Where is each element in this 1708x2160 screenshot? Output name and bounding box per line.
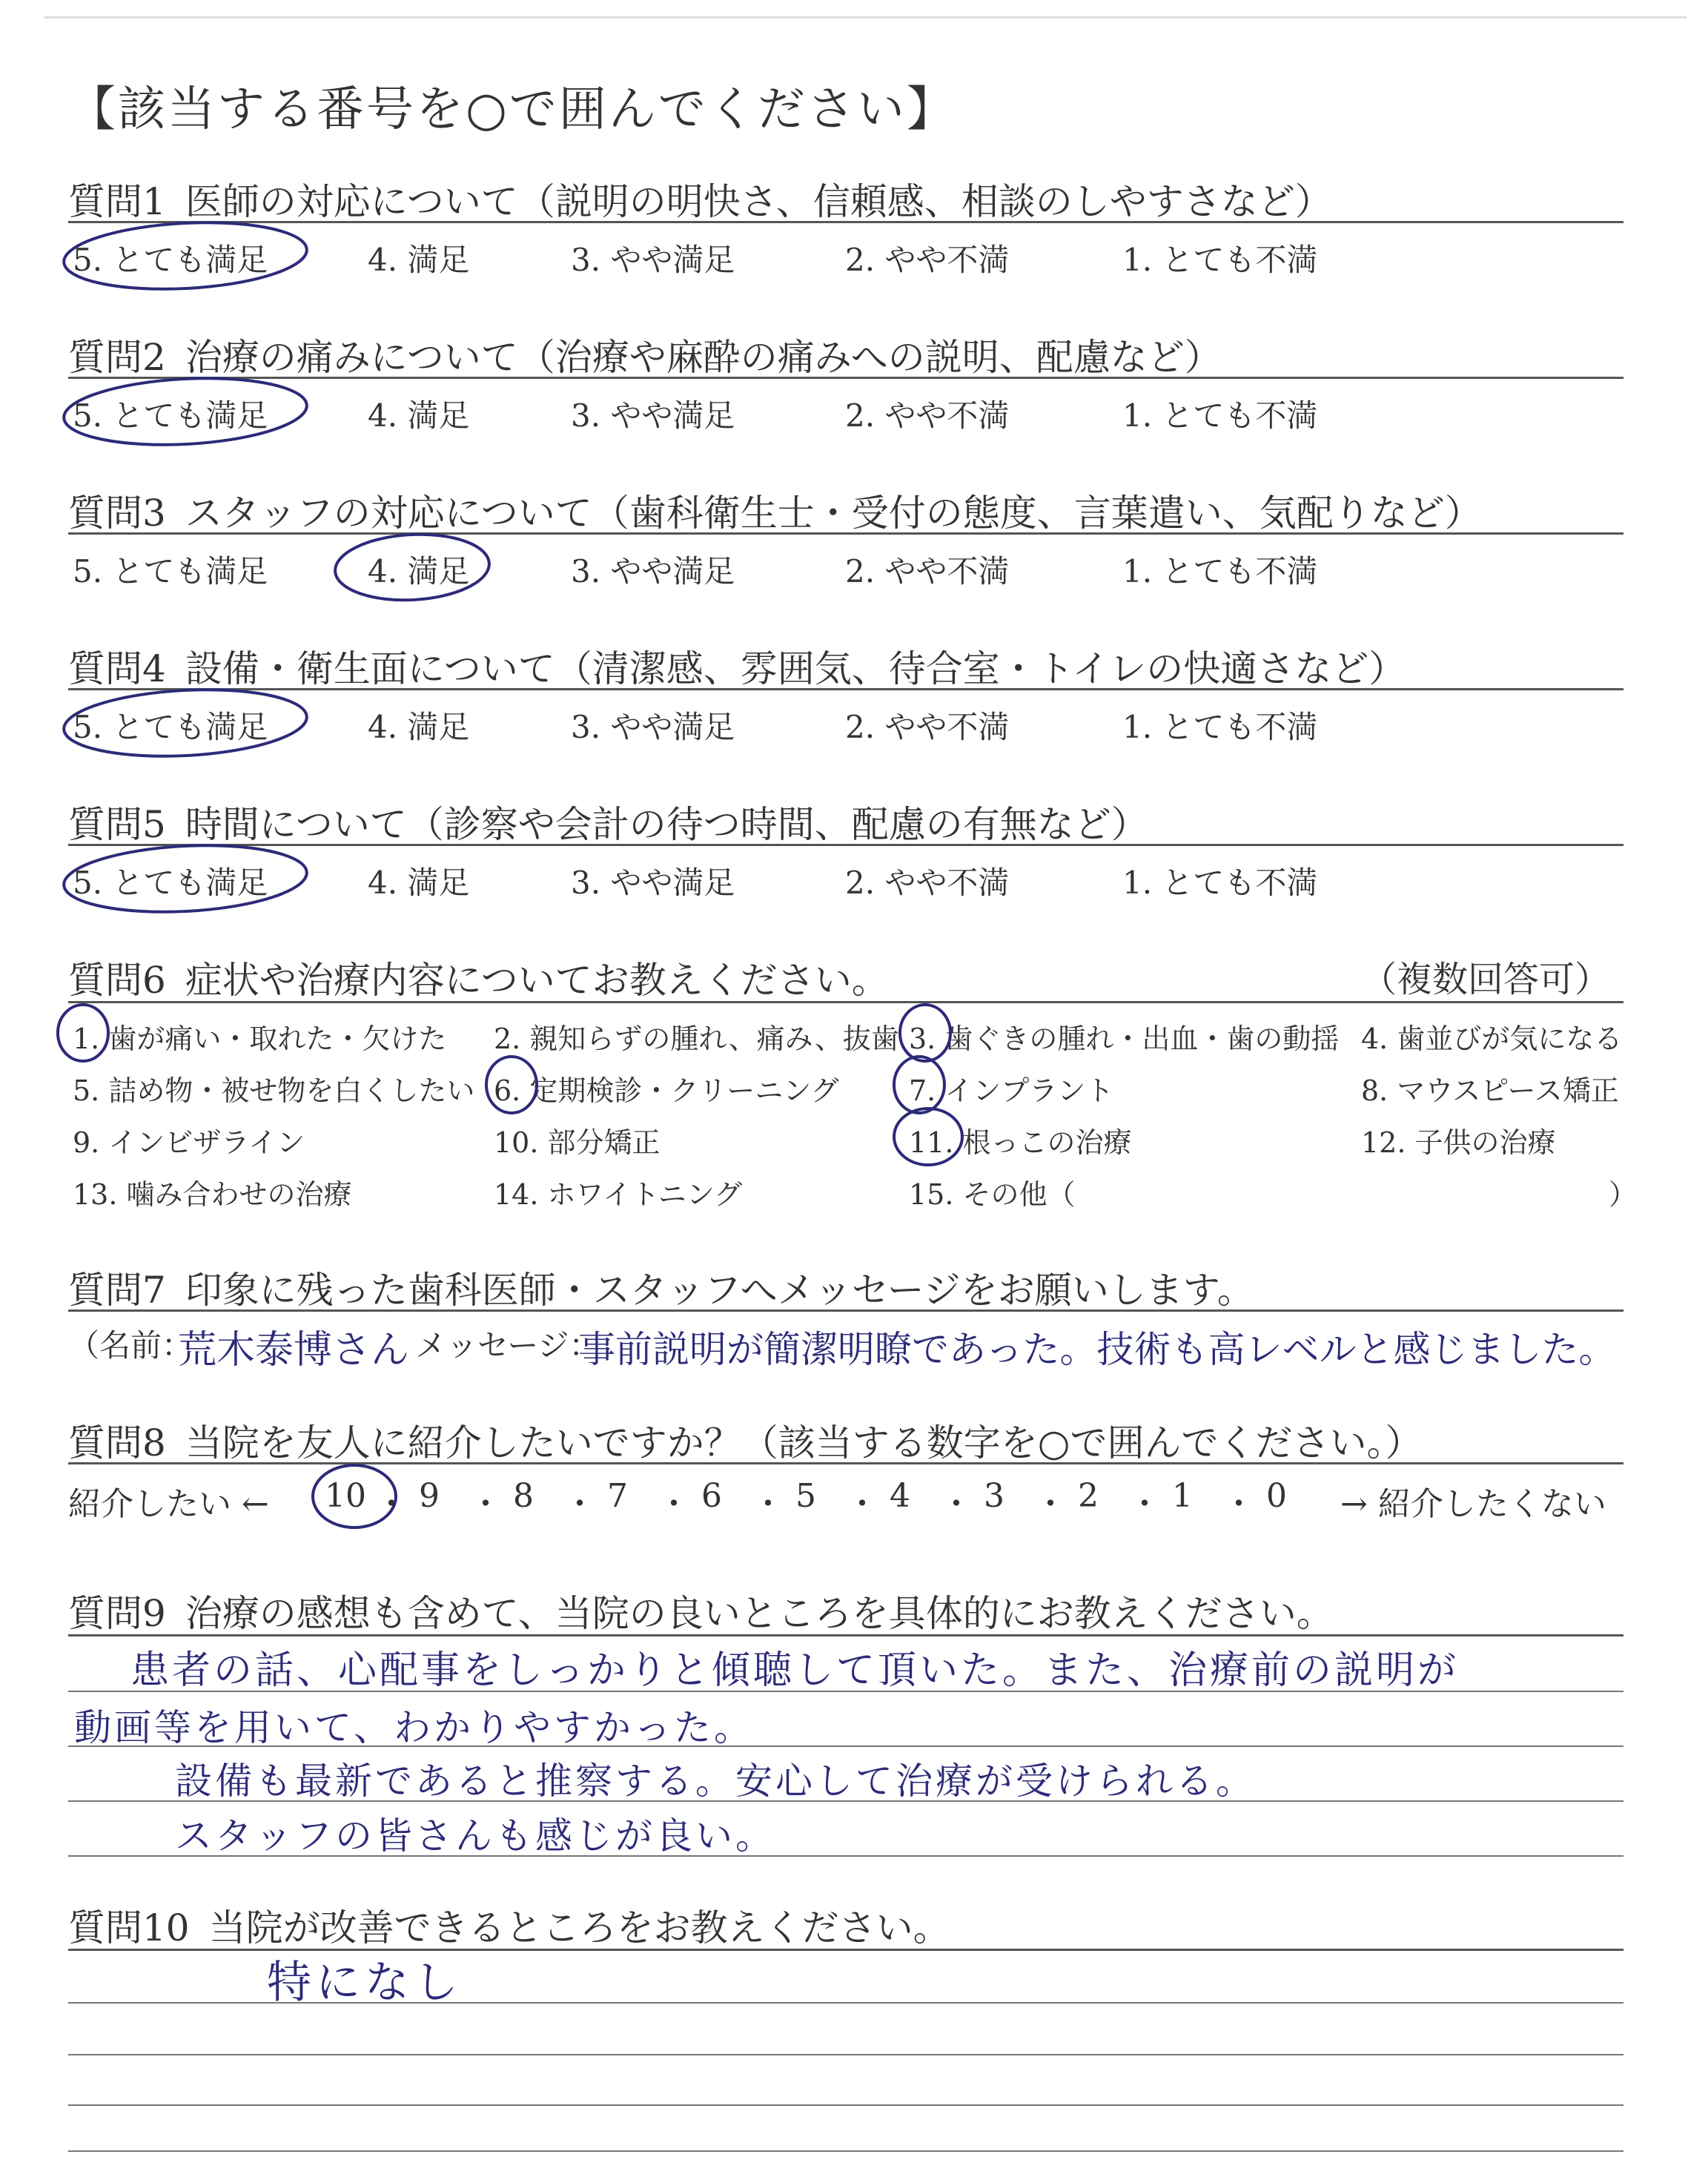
scale-separator: ・ xyxy=(658,1485,690,1523)
question-title: 質問6 症状や治療内容についてお教えください。 xyxy=(68,959,889,1002)
option-5[interactable]: 5. とても満足 xyxy=(73,865,268,901)
symptom-option-6[interactable]: 6. 定期検診・クリーニング xyxy=(494,1074,839,1107)
symptom-option-1[interactable]: 1. 歯が痛い・取れた・欠けた xyxy=(73,1023,447,1055)
question-title: 質問3 スタッフの対応について（歯科衛生士・受付の態度、言葉遣い、気配りなど） xyxy=(68,492,1482,535)
scale-value-5[interactable]: 5 xyxy=(795,1477,816,1515)
option-1[interactable]: 1. とても不満 xyxy=(1122,709,1318,745)
option-4[interactable]: 4. 満足 xyxy=(368,397,470,434)
scale-separator: ・ xyxy=(846,1485,878,1523)
option-4[interactable]: 4. 満足 xyxy=(368,242,470,278)
message-label: メッセージ： xyxy=(415,1327,600,1364)
divider xyxy=(68,377,1623,379)
divider xyxy=(68,688,1623,690)
option-2[interactable]: 2. やや不満 xyxy=(845,709,1010,745)
scale-value-7[interactable]: 7 xyxy=(607,1477,628,1515)
divider xyxy=(68,1634,1623,1636)
option-1[interactable]: 1. とても不満 xyxy=(1122,397,1318,434)
option-4[interactable]: 4. 満足 xyxy=(368,709,470,745)
option-5[interactable]: 5. とても満足 xyxy=(73,242,268,278)
option-2[interactable]: 2. やや不満 xyxy=(845,397,1010,434)
symptom-option-11[interactable]: 11. 根っこの治療 xyxy=(909,1126,1132,1159)
scale-value-9[interactable]: 9 xyxy=(419,1477,440,1515)
scale-separator: ・ xyxy=(752,1485,784,1523)
handwritten-message: 事前説明が簡潔明瞭であった。技術も高レベルと感じました。 xyxy=(578,1328,1616,1371)
symptom-option-14[interactable]: 14. ホワイトニング xyxy=(494,1178,743,1211)
option-1[interactable]: 1. とても不満 xyxy=(1122,865,1318,901)
question-title: 質問10 当院が改善できるところをお教えください。 xyxy=(68,1906,950,1949)
question-title: 質問9 治療の感想も含めて、当院の良いところを具体的にお教えください。 xyxy=(68,1592,1334,1635)
question-title: 質問7 印象に残った歯科医師・スタッフへメッセージをお願いします。 xyxy=(68,1269,1254,1312)
top-border xyxy=(44,16,1687,19)
symptom-option-5[interactable]: 5. 詰め物・被せ物を白くしたい xyxy=(73,1074,475,1107)
recommend-right-label: → 紹介したくない xyxy=(1340,1485,1606,1523)
symptom-option-4[interactable]: 4. 歯並びが気になる xyxy=(1361,1023,1623,1055)
option-2[interactable]: 2. やや不満 xyxy=(845,865,1010,901)
other-close-paren: ） xyxy=(1609,1178,1638,1211)
symptom-option-8[interactable]: 8. マウスピース矯正 xyxy=(1361,1074,1619,1107)
name-label: （名前： xyxy=(68,1327,193,1364)
symptom-option-13[interactable]: 13. 噛み合わせの治療 xyxy=(73,1178,352,1211)
option-3[interactable]: 3. やや満足 xyxy=(571,242,735,278)
answer-line xyxy=(68,2054,1623,2055)
option-3[interactable]: 3. やや満足 xyxy=(571,865,735,901)
handwritten-answer-line-3: 設備も最新であると推察する。安心して治療が受けられる。 xyxy=(175,1760,1256,1803)
option-2[interactable]: 2. やや不満 xyxy=(845,553,1010,589)
question-title: 質問4 設備・衛生面について（清潔感、雰囲気、待合室・トイレの快適さなど） xyxy=(68,647,1406,690)
scale-value-1[interactable]: 1 xyxy=(1172,1477,1193,1515)
scale-value-4[interactable]: 4 xyxy=(890,1477,910,1515)
symptom-option-2[interactable]: 2. 親知らずの腫れ、痛み、抜歯 xyxy=(494,1023,899,1055)
scale-value-8[interactable]: 8 xyxy=(513,1477,534,1515)
divider xyxy=(68,221,1623,223)
handwritten-name: 荒木泰博さん xyxy=(178,1328,410,1373)
divider xyxy=(68,1001,1623,1003)
scale-separator: ・ xyxy=(563,1485,596,1523)
divider xyxy=(68,844,1623,846)
answer-line xyxy=(68,2150,1623,2152)
answer-line xyxy=(68,2104,1623,2106)
handwritten-answer-line-2: 動画等を用いて、わかりやすかった。 xyxy=(74,1706,754,1749)
multiple-answer-note: （複数回答可） xyxy=(1361,959,1611,1000)
symptom-option-15[interactable]: 15. その他（ xyxy=(909,1178,1076,1211)
handwritten-answer-line-1: 患者の話、心配事をしっかりと傾聴して頂いた。また、治療前の説明が xyxy=(130,1648,1460,1693)
option-3[interactable]: 3. やや満足 xyxy=(571,709,735,745)
option-5[interactable]: 5. とても満足 xyxy=(73,709,268,745)
scale-value-0[interactable]: 0 xyxy=(1266,1477,1287,1515)
option-4[interactable]: 4. 満足 xyxy=(368,865,470,901)
option-2[interactable]: 2. やや不満 xyxy=(845,242,1010,278)
scale-separator: ・ xyxy=(1222,1485,1255,1523)
question-title: 質問5 時間について（診察や会計の待つ時間、配慮の有無など） xyxy=(68,803,1148,846)
scale-separator: ・ xyxy=(1034,1485,1067,1523)
scale-value-3[interactable]: 3 xyxy=(984,1477,1004,1515)
option-5[interactable]: 5. とても満足 xyxy=(73,397,268,434)
recommend-left-label: 紹介したい ← xyxy=(68,1485,269,1523)
symptom-option-12[interactable]: 12. 子供の治療 xyxy=(1361,1126,1556,1159)
scale-value-10[interactable]: 10 xyxy=(325,1477,366,1515)
form-heading: 【該当する番号を○で囲んでください】 xyxy=(68,82,956,137)
divider xyxy=(68,1462,1623,1464)
symptom-option-3[interactable]: 3. 歯ぐきの腫れ・出血・歯の動揺 xyxy=(909,1023,1340,1055)
option-3[interactable]: 3. やや満足 xyxy=(571,553,735,589)
scale-value-6[interactable]: 6 xyxy=(701,1477,722,1515)
scale-separator: ・ xyxy=(940,1485,973,1523)
question-title: 質問1 医師の対応について（説明の明快さ、信頼感、相談のしやすさなど） xyxy=(68,180,1332,223)
symptom-option-9[interactable]: 9. インビザライン xyxy=(73,1126,305,1159)
handwritten-answer-line-4: スタッフの皆さんも感じが良い。 xyxy=(175,1814,775,1857)
divider xyxy=(68,1309,1623,1312)
question-title: 質問2 治療の痛みについて（治療や麻酔の痛みへの説明、配慮など） xyxy=(68,336,1222,379)
divider xyxy=(68,532,1623,535)
symptom-option-7[interactable]: 7. インプラント xyxy=(909,1074,1114,1107)
option-1[interactable]: 1. とても不満 xyxy=(1122,553,1318,589)
option-5[interactable]: 5. とても満足 xyxy=(73,553,268,589)
scale-value-2[interactable]: 2 xyxy=(1078,1477,1099,1515)
scale-separator: ・ xyxy=(1128,1485,1161,1523)
scale-separator: ・ xyxy=(375,1485,408,1523)
symptom-option-10[interactable]: 10. 部分矯正 xyxy=(494,1126,661,1159)
option-3[interactable]: 3. やや満足 xyxy=(571,397,735,434)
handwritten-improvement-answer: 特になし xyxy=(267,1957,463,2009)
scale-separator: ・ xyxy=(469,1485,502,1523)
option-1[interactable]: 1. とても不満 xyxy=(1122,242,1318,278)
question-title: 質問8 当院を友人に紹介したいですか？（該当する数字を○で囲んでください。） xyxy=(68,1421,1423,1464)
option-4[interactable]: 4. 満足 xyxy=(368,553,470,589)
